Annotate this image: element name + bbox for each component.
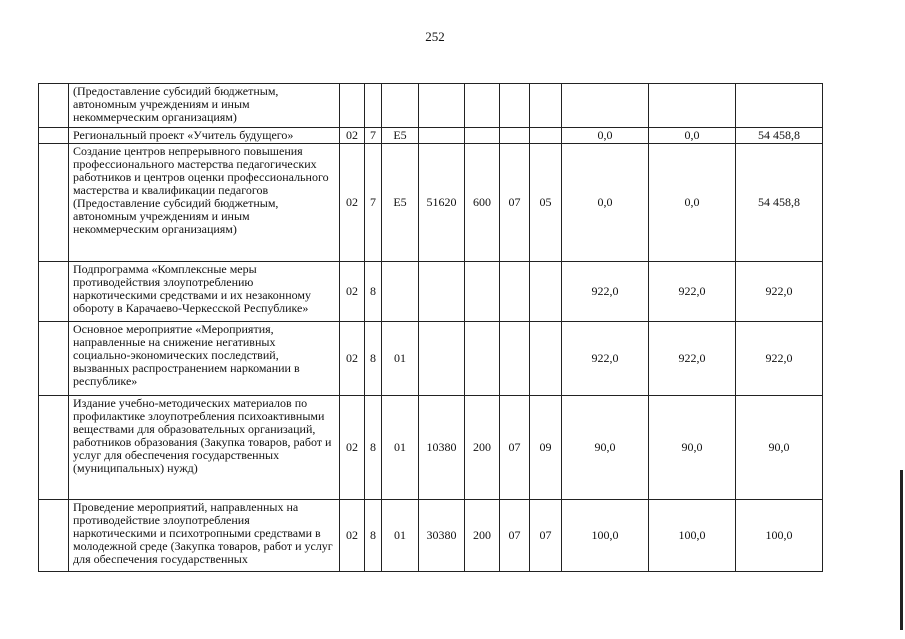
expense-type-cell: 200	[465, 500, 500, 572]
direction-code-cell: 51620	[419, 144, 465, 262]
row-number-cell	[39, 84, 69, 128]
year1-amount-cell: 922,0	[562, 322, 649, 396]
program-code-cell: 02	[340, 128, 365, 144]
event-code-cell: 01	[382, 396, 419, 500]
expense-type-cell	[465, 262, 500, 322]
section-code-cell: 07	[500, 144, 530, 262]
table-row	[39, 128, 823, 144]
year2-amount-cell: 0,0	[649, 144, 736, 262]
section-code-cell	[500, 322, 530, 396]
year1-amount-cell: 100,0	[562, 500, 649, 572]
table-row	[39, 262, 823, 322]
year3-amount-cell: 100,0	[736, 500, 823, 572]
subprogram-code-cell: 8	[365, 396, 382, 500]
event-code-cell	[382, 262, 419, 322]
subsection-code-cell: 09	[530, 396, 562, 500]
item-name-cell: Создание центров непрерывного повышения профессионального мастерства педагогических работников и центров оценки профессионального мастерства и квалификации педагогов (Предоставление субсидий бюджетным, автономным учреждениям и иным некоммерческим организациям)	[69, 144, 340, 262]
section-code-cell: 07	[500, 396, 530, 500]
year3-amount-cell: 90,0	[736, 396, 823, 500]
subsection-code-cell	[530, 128, 562, 144]
year1-amount-cell: 0,0	[562, 128, 649, 144]
year3-amount-cell: 54 458,8	[736, 128, 823, 144]
direction-code-cell: 10380	[419, 396, 465, 500]
expense-type-cell: 600	[465, 144, 500, 262]
event-code-cell: 01	[382, 322, 419, 396]
item-name-cell: Проведение мероприятий, направленных на противодействие злоупотребления наркотическими и психотропными средствами в молодежной среде (Закупка товаров, работ и услуг для обеспечения государственных	[69, 500, 340, 572]
program-code-cell: 02	[340, 500, 365, 572]
subsection-code-cell	[530, 262, 562, 322]
year1-amount-cell	[562, 84, 649, 128]
year3-amount-cell	[736, 84, 823, 128]
item-name-cell: Подпрограмма «Комплексные меры противодействия злоупотреблению наркотическими средствами и их незаконному обороту в Карачаево-Черкесской Республике»	[69, 262, 340, 322]
table-row	[39, 322, 823, 396]
event-code-cell	[382, 84, 419, 128]
year3-amount-cell: 922,0	[736, 262, 823, 322]
section-code-cell: 07	[500, 500, 530, 572]
direction-code-cell	[419, 262, 465, 322]
year2-amount-cell: 100,0	[649, 500, 736, 572]
subprogram-code-cell: 7	[365, 128, 382, 144]
year3-amount-cell: 922,0	[736, 322, 823, 396]
expense-type-cell	[465, 322, 500, 396]
direction-code-cell: 30380	[419, 500, 465, 572]
program-code-cell: 02	[340, 144, 365, 262]
budget-table	[38, 83, 823, 572]
item-name-cell: Основное мероприятие «Мероприятия, направленные на снижение негативных социально-экономических последствий, вызванных распространением наркомании в республике»	[69, 322, 340, 396]
program-code-cell: 02	[340, 396, 365, 500]
item-name-cell: Издание учебно-методических материалов по профилактике злоупотребления психоактивными веществами для образовательных организаций, работников образования (Закупка товаров, работ и услуг для обеспечения государственных (муниципальных) нужд)	[69, 396, 340, 500]
year2-amount-cell: 922,0	[649, 262, 736, 322]
direction-code-cell	[419, 322, 465, 396]
year2-amount-cell: 922,0	[649, 322, 736, 396]
program-code-cell: 02	[340, 262, 365, 322]
section-code-cell	[500, 262, 530, 322]
section-code-cell	[500, 128, 530, 144]
row-number-cell	[39, 396, 69, 500]
subsection-code-cell	[530, 322, 562, 396]
direction-code-cell	[419, 128, 465, 144]
year1-amount-cell: 922,0	[562, 262, 649, 322]
year3-amount-cell: 54 458,8	[736, 144, 823, 262]
year1-amount-cell: 0,0	[562, 144, 649, 262]
row-number-cell	[39, 144, 69, 262]
table-row	[39, 500, 823, 572]
program-code-cell: 02	[340, 322, 365, 396]
expense-type-cell: 200	[465, 396, 500, 500]
subprogram-code-cell: 7	[365, 144, 382, 262]
year1-amount-cell: 90,0	[562, 396, 649, 500]
program-code-cell	[340, 84, 365, 128]
expense-type-cell	[465, 84, 500, 128]
event-code-cell: 01	[382, 500, 419, 572]
year2-amount-cell: 0,0	[649, 128, 736, 144]
item-name-cell: (Предоставление субсидий бюджетным, автономным учреждениям и иным некоммерческим организациям)	[69, 84, 340, 128]
scan-edge-mark	[900, 470, 903, 630]
row-number-cell	[39, 262, 69, 322]
table-row	[39, 84, 823, 128]
expense-type-cell	[465, 128, 500, 144]
year2-amount-cell: 90,0	[649, 396, 736, 500]
subsection-code-cell: 07	[530, 500, 562, 572]
page-number: 252	[425, 29, 445, 44]
year2-amount-cell	[649, 84, 736, 128]
subprogram-code-cell: 8	[365, 500, 382, 572]
row-number-cell	[39, 128, 69, 144]
event-code-cell: E5	[382, 144, 419, 262]
subprogram-code-cell: 8	[365, 262, 382, 322]
item-name-cell: Региональный проект «Учитель будущего»	[69, 128, 340, 144]
section-code-cell	[500, 84, 530, 128]
row-number-cell	[39, 500, 69, 572]
row-number-cell	[39, 322, 69, 396]
table-row	[39, 144, 823, 262]
subsection-code-cell	[530, 84, 562, 128]
table-row	[39, 396, 823, 500]
subprogram-code-cell: 8	[365, 322, 382, 396]
subprogram-code-cell	[365, 84, 382, 128]
subsection-code-cell: 05	[530, 144, 562, 262]
event-code-cell: E5	[382, 128, 419, 144]
direction-code-cell	[419, 84, 465, 128]
